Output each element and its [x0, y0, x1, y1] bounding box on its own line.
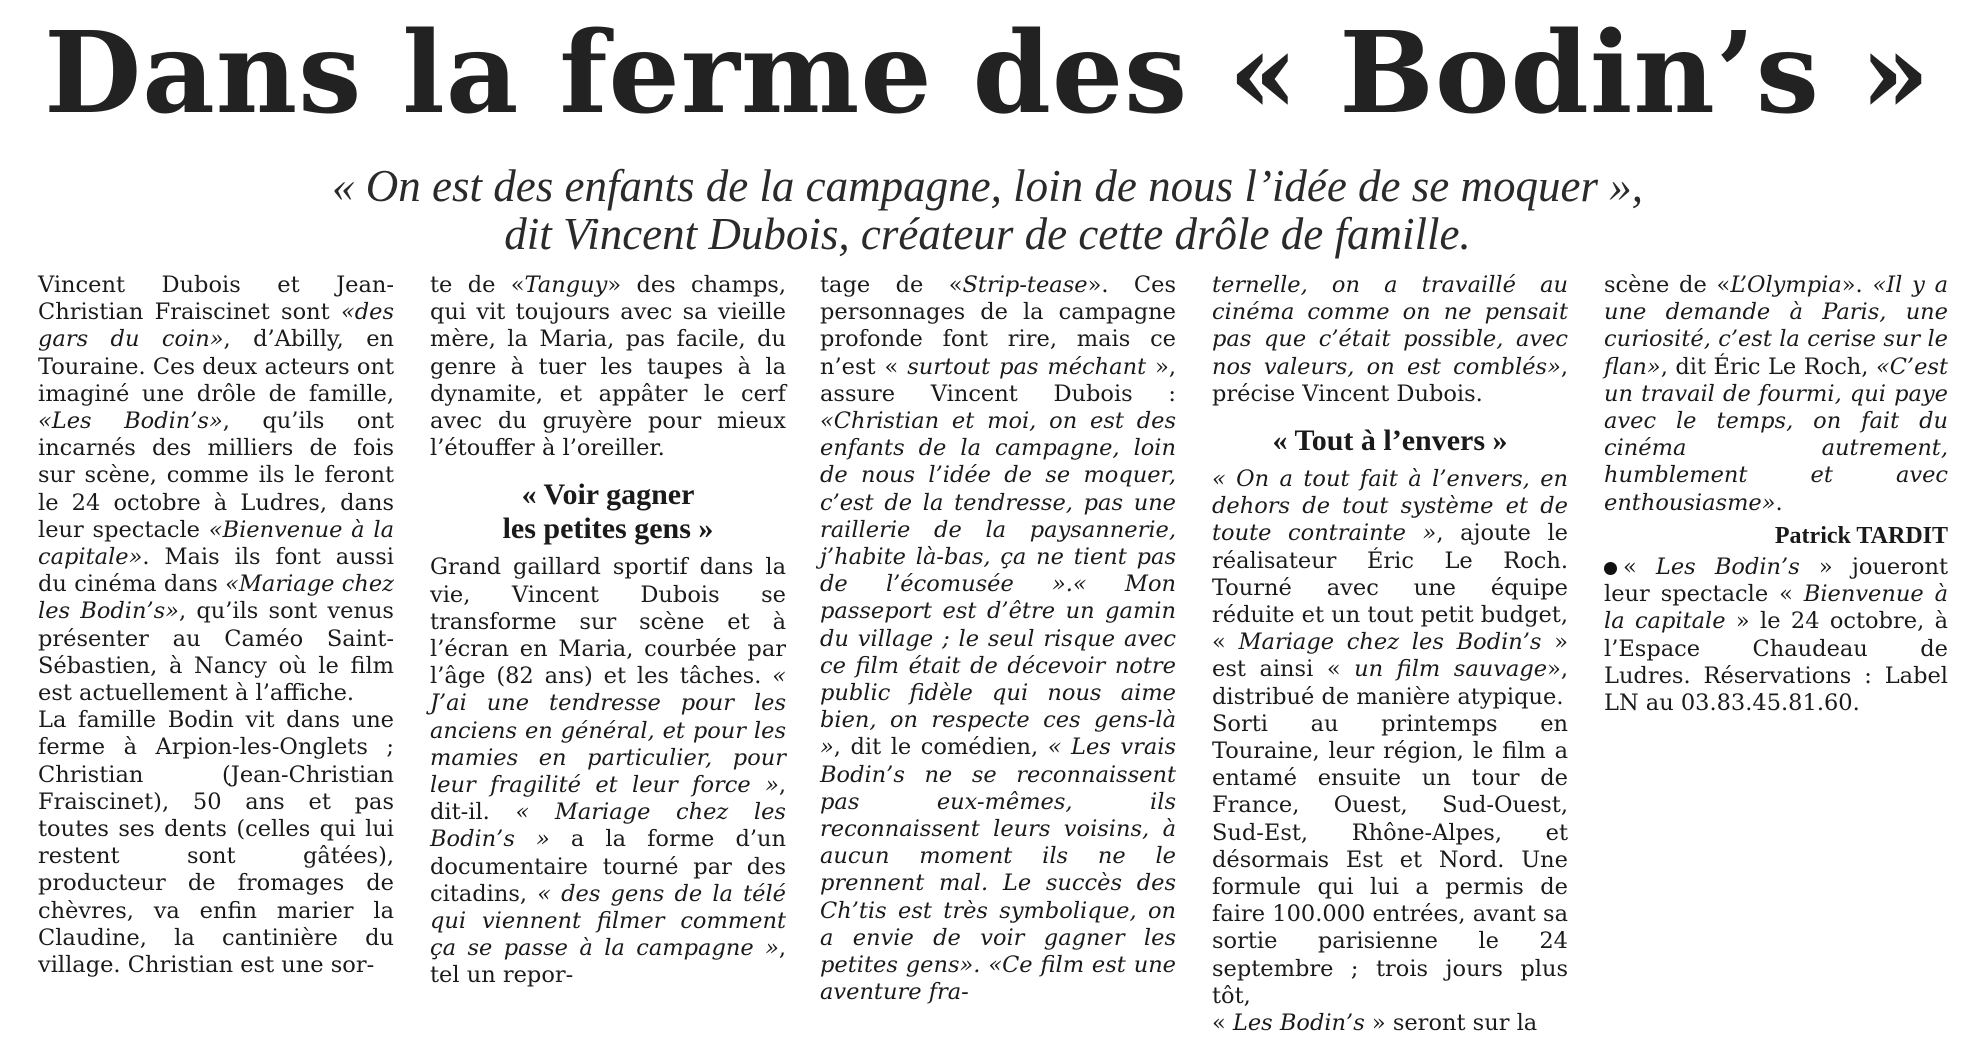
column-4	[1212, 272, 1568, 1037]
text-run: » joueront leur spectacle «	[1604, 554, 1949, 608]
text-run: , qu’ils ont incarnés des milliers de fois sur scène, comme ils le feront le 24 octobre à Ludres, dans leur spectacle	[38, 408, 394, 543]
text-run: , dit-il.	[430, 772, 786, 826]
text-run: » le 24 octobre, à l’Espace Chaudeau de Ludres. Réservations : Label LN au 03.83.45.81.60.	[1604, 608, 1948, 717]
italic-quote: « Les vrais Bodin’s ne se reconnaissent pas eux-mêmes, ils reconnaissent leurs voisins, à aucun moment ils ne le prennent mal. Le succès des Ch’tis est très symbolique, on a envie de voir gagner les petites gens».	[820, 734, 1176, 979]
paragraph	[1212, 1010, 1568, 1037]
italic-quote: un film sauvage	[1354, 656, 1548, 683]
text-run: , ajoute le réalisateur Éric Le Roch. Tourné avec une équipe réduite et un tout petit budget, «	[1212, 520, 1568, 656]
text-run: , tel un repor-	[430, 935, 786, 989]
text-run: », distribué de manière atypique.	[1212, 656, 1568, 710]
paragraph	[430, 554, 786, 989]
italic-quote: «Il y a une demande à Paris, une curiosité, c’est la cerise sur le flan»	[1604, 272, 1949, 380]
text-run: » est ainsi «	[1212, 629, 1568, 683]
article-subtitle	[150, 162, 1825, 258]
subtitle-line-1: « On est des enfants de la campagne, loin de nous l’idée de se moquer »,	[332, 161, 1643, 211]
info-note	[1604, 554, 1948, 717]
text-run: Grand gaillard sportif dans la vie, Vincent Dubois se transforme sur scène et à l’écran en Maria, courbée par l’âge (82 ans) et les tâches.	[430, 554, 786, 690]
column-3	[820, 272, 1176, 1006]
italic-quote: Mariage chez les Bodin’s	[1238, 629, 1542, 656]
paragraph	[430, 272, 786, 462]
italic-quote: «Bienvenue à la capitale»	[38, 516, 394, 571]
text-run: . Mais ils font aussi du cinéma dans	[38, 544, 394, 598]
subtitle-line-2: dit Vincent Dubois, créateur de cette drôle de famille.	[504, 209, 1471, 259]
text-run: , dit Éric Le Roch,	[1660, 353, 1876, 380]
italic-quote: «Ce film est une aventure fra-	[820, 952, 1176, 1006]
italic-quote: «Mariage chez les Bodin’s»	[38, 571, 395, 625]
text-run: «	[1623, 554, 1656, 581]
column-5	[1604, 272, 1948, 717]
italic-quote: « des gens de la télé qui viennent filmer comment ça se passe à la campagne »	[430, 880, 786, 962]
paragraph	[1212, 466, 1568, 711]
italic-quote: « On a tout fait à l’envers, en dehors de tout système et de toute contrainte »	[1212, 466, 1568, 547]
paragraph	[820, 272, 1176, 1006]
italic-quote: surtout pas méchant	[907, 353, 1147, 380]
italic-quote: «C’est un travail de fourmi, qui paye avec le temps, on fait du cinéma autrement, humblement et avec enthousiasme»	[1604, 353, 1948, 516]
text-run: Vincent Dubois et Jean-Christian Fraiscinet sont	[38, 272, 394, 326]
column-1	[38, 272, 394, 979]
italic-quote: Les Bodin’s	[1232, 1010, 1365, 1037]
text-run: , d’Abilly, en Touraine. Ces deux acteurs ont imaginé une drôle de famille,	[38, 326, 395, 407]
text-run: , précise Vincent Dubois.	[1212, 353, 1568, 407]
column-2	[430, 272, 786, 990]
italic-quote: L’Olympia	[1730, 272, 1842, 298]
italic-quote: Strip-tease	[962, 272, 1088, 298]
text-run: ».	[1841, 272, 1873, 298]
italic-quote: «Christian et moi, on est des enfants de la campagne, loin de nous l’idée de se moquer, c’est de la tendresse, pas une raillerie de la paysannerie, j’habite là-bas, ça ne tient pas de l’écomusée ».« Mon passeport est d’être un gamin du village ; le seul risque avec ce film était de décevoir notre public fidèle qui nous aime bien, on respecte ces gens-là »	[820, 408, 1176, 761]
text-run: , qu’ils sont venus présenter au Caméo Saint-Sébastien, à Nancy où le film est actuellement à l’affiche.	[38, 598, 394, 707]
text-run: » des champs, qui vit toujours avec sa vieille mère, la Maria, pas facile, du genre à tuer les taupes à la dynamite, et appâter le cerf avec du gruyère pour mieux l’étouffer à l’oreiller.	[430, 272, 786, 462]
italic-quote: Les Bodin’s	[1655, 554, 1800, 581]
text-run: », assure Vincent Dubois :	[820, 353, 1176, 407]
text-run: tage de «	[820, 272, 963, 298]
text-run: a la forme d’un documentaire tourné par des citadins,	[430, 826, 787, 907]
italic-quote: « Mariage chez les Bodin’s »	[430, 799, 786, 853]
paragraph	[38, 272, 394, 707]
italic-quote: «Les Bodin’s»	[38, 408, 223, 435]
text-run: ». Ces personnages de la campagne profonde font rire, mais ce n’est «	[820, 272, 1176, 380]
italic-quote: « J’ai une tendresse pour les anciens en général, et pour les mamies en particulier, pour leur fragilité et leur force »	[430, 663, 786, 799]
paragraph: La famille Bodin vit dans une ferme à Arpion-les-Onglets ; Christian (Jean-Christian Fraiscinet), 50 ans et pas toutes ses dents (celles qui lui restent sont gâtées), producteur de fromages de chèvres, va enfin marier la Claudine, la cantinière du village. Christian est une sor-	[38, 707, 394, 979]
text-run: te de «	[430, 272, 525, 298]
italic-quote: Tanguy	[524, 272, 608, 298]
article-title: Dans la ferme des « Bodin’s »	[44, 8, 1931, 139]
text-run: .	[1775, 489, 1783, 516]
italic-quote: ternelle, on a travaillé au cinéma comme on ne pensait pas que c’était possible, avec nos valeurs, on est comblés»	[1212, 272, 1568, 380]
heading-line: les petites gens »	[502, 512, 714, 546]
heading-line: « Voir gagner	[521, 478, 695, 512]
text-run: scène de «	[1604, 272, 1731, 298]
author-signature: Patrick TARDIT	[1774, 522, 1948, 549]
text-run: » seront sur la	[1364, 1010, 1538, 1037]
paragraph	[1212, 272, 1568, 408]
italic-quote: «des gars du coin»	[38, 299, 394, 353]
section-heading-tout-a-l-envers: « Tout à l’envers »	[1272, 424, 1508, 458]
paragraph: Sorti au printemps en Touraine, leur région, le film a entamé ensuite un tour de France, Ouest, Sud-Ouest, Sud-Est, Rhône-Alpes, et désormais Est et Nord. Une formule qui lui a permis de faire 100.000 entrées, avant sa sortie parisienne le 24 septembre ; trois jours plus tôt,	[1212, 710, 1568, 1009]
text-run: «	[1212, 1010, 1233, 1037]
info-note-text	[1604, 554, 1948, 716]
paragraph	[1604, 272, 1948, 517]
bullet-icon	[1604, 562, 1617, 575]
text-run: , dit le comédien,	[833, 734, 1048, 761]
italic-quote: Bienvenue à la capitale	[1604, 581, 1948, 635]
section-heading-voir-gagner	[430, 478, 786, 546]
